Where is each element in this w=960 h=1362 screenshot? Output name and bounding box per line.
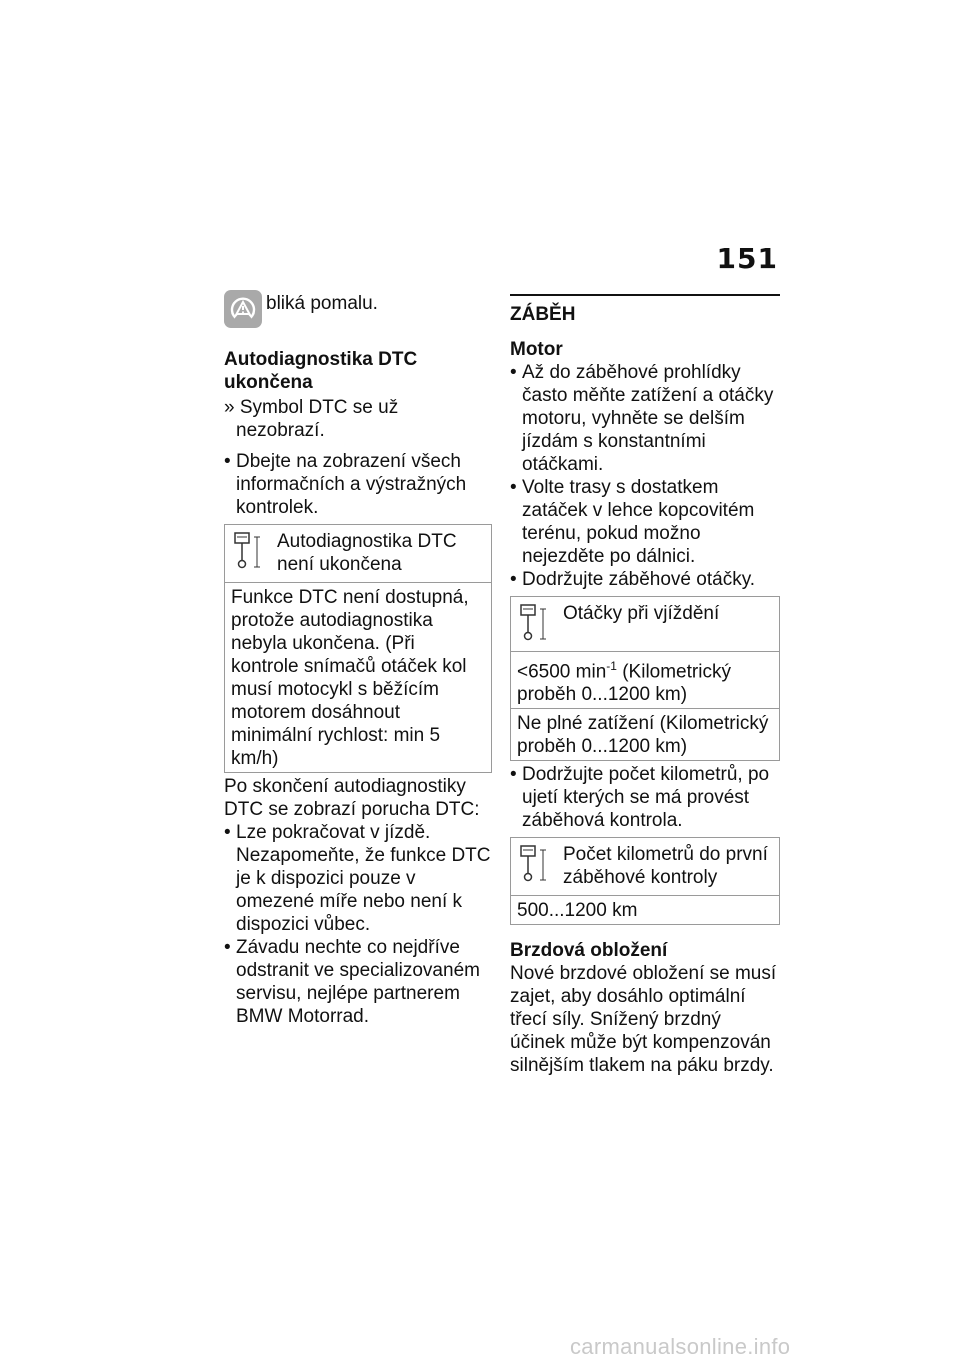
box-title: Otáčky při vjíždění [563,603,720,624]
box-header [511,838,779,895]
section-divider [510,294,780,296]
box-body: Funkce DTC není dostupná, protože autodiagnostika nebyla ukončena. (Při kontrole snímačů otáček kol musí motocykl s běžícím motorem dosáhnout minimální rychlost: min 5 km/h) [225,582,491,772]
warning-triangle-circle-icon [224,290,262,328]
list-item: • Závadu nechte co nejdříve odstranit ve specializovaném servisu, nejlépe partnerem BMW Motorrad. [224,937,480,1027]
rpm-info-box [510,596,780,761]
watermark: carmanualsonline.info [570,1334,791,1359]
bullet-icon: • [510,477,517,498]
section-title: ZÁBĚH [510,304,576,325]
dtc-completed-heading: Autodiagnostika DTC ukončena [224,349,418,393]
after-dtc-text: Po skončení autodiagnostiky DTC se zobrazí porucha DTC: [224,776,480,820]
piston-gauge-icon [517,842,553,886]
bullet-icon: • [510,764,517,786]
brake-text: Nové brzdové obložení se musí zajet, aby dosáhlo optimální třecí síly. Snížený brzdný účinek může být kompenzován silnějším tlakem na páku brzdy. [510,963,777,1077]
bullet-icon: • [224,451,231,472]
box-row: Ne plné zatížení (Kilometrický proběh 0...1200 km) [511,708,779,760]
box-row: <6500 $\min^{-1}$ (Kilometrický proběh 0...1200 km) [511,651,779,708]
dtc-info-box [224,524,492,773]
motor-heading: Motor [510,339,563,360]
box-title: Autodiagnostika DTC není ukončena [277,531,457,575]
box-header [511,597,779,651]
left-column [224,290,492,1028]
list-item: • Lze pokračovat v jízdě. Nezapomeňte, že funkce DTC je k dispozici pouze v omezené míře nebo není k dispozici vůbec. [224,822,491,935]
list-item: • Dodržujte počet kilometrů, po ujetí kterých se má provést záběhová kontrola. [510,764,770,832]
box-title: Počet kilometrů do první záběhové kontroly [563,844,768,889]
piston-gauge-icon [517,601,553,645]
list-item: • Dbejte na zobrazení všech informačních a výstražných kontrolek. [224,451,467,518]
km-info-box [510,837,780,925]
blink-text: bliká pomalu. [266,293,378,314]
box-row: 500...1200 km [511,895,779,924]
dtc-arrow-item: » Symbol DTC se už nezobrazí. [224,397,399,441]
piston-gauge-icon [231,529,267,573]
bullet-icon: • [224,822,231,843]
bullet-icon: • [510,362,517,383]
box-header [225,525,491,582]
list-item: • Dodržujte záběhové otáčky. [510,569,756,590]
bullet-icon: • [224,937,231,958]
brake-heading: Brzdová obložení [510,940,668,962]
list-item: • Volte trasy s dostatkem zatáček v lehce kopcovitém terénu, pokud možno nejezděte po dálnici. [510,477,755,567]
warning-row [224,290,492,328]
bullet-icon: • [510,569,517,590]
page-number: 151 [716,242,778,275]
right-column [510,294,780,1077]
list-item: • Až do záběhové prohlídky často měňte zatížení a otáčky motoru, vyhněte se delším jízdám s konstantními otáčkami. [510,362,774,475]
